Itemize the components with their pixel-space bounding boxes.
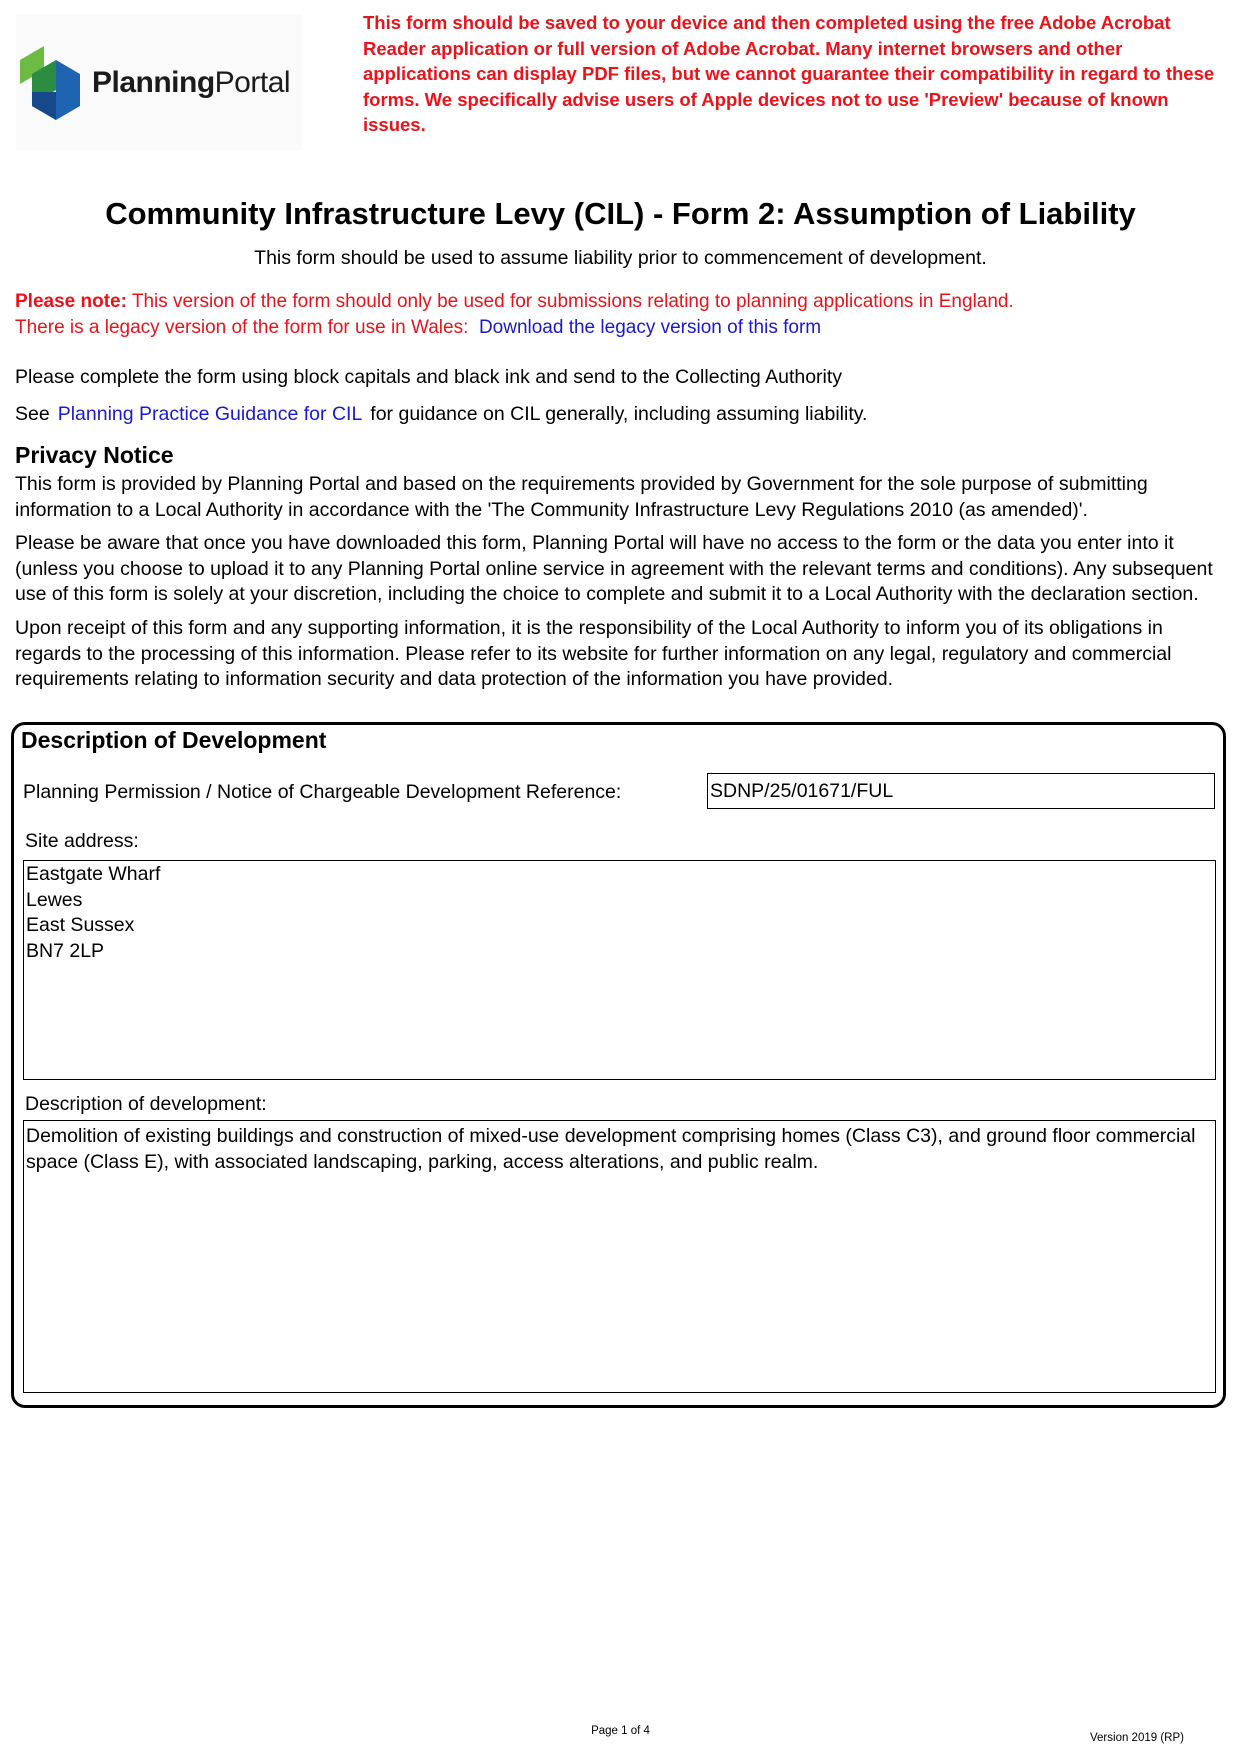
page-number: Page 1 of 4 xyxy=(591,1725,650,1737)
planning-portal-logo-icon xyxy=(16,46,86,120)
development-heading: Description of Development xyxy=(21,727,327,753)
guidance-line xyxy=(15,402,867,428)
legacy-form-link[interactable]: Download the legacy version of this form xyxy=(478,316,822,338)
site-address-label: Site address: xyxy=(25,830,139,852)
privacy-paragraph: Upon receipt of this form and any supporting information, it is the responsibility of the Local Authority to inform you of its obligations in regards to the processing of this information. Please refer to its website for further information on any legal, regulatory and commercial requirements relating to information security and data protection of the information you have provided. xyxy=(15,617,1172,690)
wales-note-text: There is a legacy version of the form for use in Wales: xyxy=(15,316,469,338)
reference-field[interactable]: SDNP/25/01671/FUL xyxy=(707,773,1215,809)
reference-label: Planning Permission / Notice of Chargeable Development Reference: xyxy=(23,781,622,803)
note-text: This version of the form should only be used for submissions relating to planning applications in England. xyxy=(131,291,1014,312)
privacy-paragraph: This form is provided by Planning Portal and based on the requirements provided by Government for the sole purpose of submitting information to a Local Authority in accordance with the 'The Community Infrastructure Levy Regulations 2010 (as amended)'. xyxy=(15,473,1148,521)
instructions: Please complete the form using block capitals and black ink and send to the Collecting Authority xyxy=(15,366,843,388)
england-note xyxy=(15,289,1014,340)
privacy-heading: Privacy Notice xyxy=(15,442,174,468)
site-address-field[interactable]: Eastgate Wharf Lewes East Sussex BN7 2LP xyxy=(23,860,1216,1080)
description-label: Description of development: xyxy=(25,1093,267,1115)
description-field[interactable]: Demolition of existing buildings and construction of mixed-use development comprising homes (Class C3), and ground floor commercial space (Class E), with associated landscaping, parking, access alterations, and public realm. xyxy=(23,1120,1216,1393)
note-label: Please note: xyxy=(15,291,127,312)
guidance-suffix: for guidance on CIL generally, including assuming liability. xyxy=(370,403,868,425)
guidance-prefix: See xyxy=(15,403,50,425)
version-label: Version 2019 (RP) xyxy=(1090,1732,1184,1744)
page-title: Community Infrastructure Levy (CIL) - Form 2: Assumption of Liability xyxy=(105,196,1136,231)
guidance-link[interactable]: Planning Practice Guidance for CIL xyxy=(57,403,363,425)
page-subtitle: This form should be used to assume liability prior to commencement of development. xyxy=(254,247,987,269)
compatibility-warning: This form should be saved to your device and then completed using the free Adobe Acrobat Reader application or full version of Adobe Acrobat. Many internet browsers and other applications can display PDF files, but we cannot guarantee their compatibility in regard to these forms. We specifically advise users of Apple devices not to use 'Preview' because of known issues. xyxy=(363,12,1215,135)
privacy-paragraph: Please be aware that once you have downloaded this form, Planning Portal will have no access to the form or the data you enter into it (unless you choose to upload it to any Planning Portal online service in agreement with the relevant terms and conditions). Any subsequent use of this form is solely at your discretion, including the choice to complete and submit it to a Local Authority with the declaration section. xyxy=(15,532,1213,605)
logo-wordmark: PlanningPortal xyxy=(92,66,291,99)
